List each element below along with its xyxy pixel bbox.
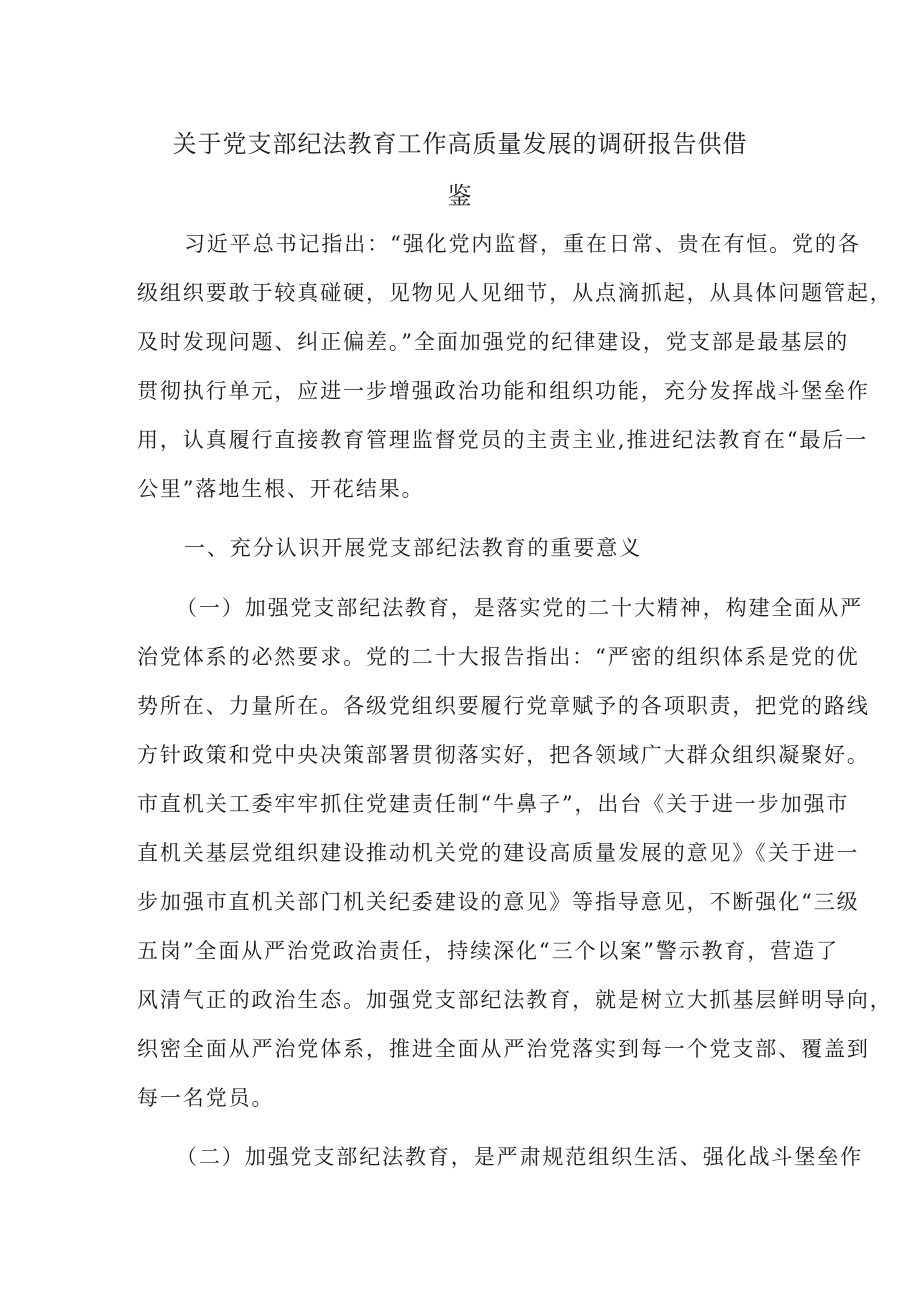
paragraph-line: 每一名党员。 <box>137 1086 275 1110</box>
paragraph-line: 治党体系的必然要求。党的二十大报告指出：“严密的组织体系是党的优 <box>137 645 860 669</box>
paragraph-line: 直机关基层党组织建设推动机关党的建设高质量发展的意见》《关于进一 <box>137 841 860 865</box>
paragraph-line: 风清气正的政治生态。加强党支部纪法教育，就是树立大抓基层鲜明导向， <box>137 988 893 1012</box>
paragraph-line: 步加强市直机关部门机关纪委建设的意见》等指导意见，不断强化“三级 <box>137 890 860 914</box>
intro-line: 用，认真履行直接教育管理监督党员的主责主业,推进纪法教育在“最后一 <box>137 428 869 452</box>
paragraph-line: 方针政策和党中央决策部署贯彻落实好，把各领域广大群众组织凝聚好。 <box>137 743 870 767</box>
section-heading: 一、充分认识开展党支部纪法教育的重要意义 <box>184 536 642 560</box>
document-title-line-1: 关于党支部纪法教育工作高质量发展的调研报告供借 <box>172 130 748 158</box>
intro-line: 级组织要敢于较真碰硬，见物见人见细节，从点滴抓起，从具体问题管起， <box>137 281 893 305</box>
intro-line: 贯彻执行单元，应进一步增强政治功能和组织功能，充分发挥战斗堡垒作 <box>137 379 870 403</box>
paragraph-line: 织密全面从严治党体系，推进全面从严治党落实到每一个党支部、覆盖到 <box>137 1037 870 1061</box>
intro-line: 及时发现问题、纠正偏差。”全面加强党的纪律建设，党支部是最基层的 <box>137 330 850 354</box>
paragraph-line: （一）加强党支部纪法教育，是落实党的二十大精神，构建全面从严 <box>176 596 863 620</box>
paragraph-line: 市直机关工委牢牢抓住党建责任制“牛鼻子”，出台《关于进一步加强市 <box>137 792 850 816</box>
paragraph-line: （二）加强党支部纪法教育，是严肃规范组织生活、强化战斗堡垒作 <box>176 1145 863 1169</box>
paragraph-line: 五岗”全面从严治党政治责任，持续深化“三个以案”警示教育，营造了 <box>137 939 840 963</box>
document-title-line-2: 鉴 <box>447 182 473 210</box>
intro-line: 习近平总书记指出：“强化党内监督，重在日常、贵在有恒。党的各 <box>184 232 861 256</box>
intro-line: 公里”落地生根、开花结果。 <box>137 477 425 501</box>
paragraph-line: 势所在、力量所在。各级党组织要履行党章赋予的各项职责，把党的路线 <box>137 694 870 718</box>
